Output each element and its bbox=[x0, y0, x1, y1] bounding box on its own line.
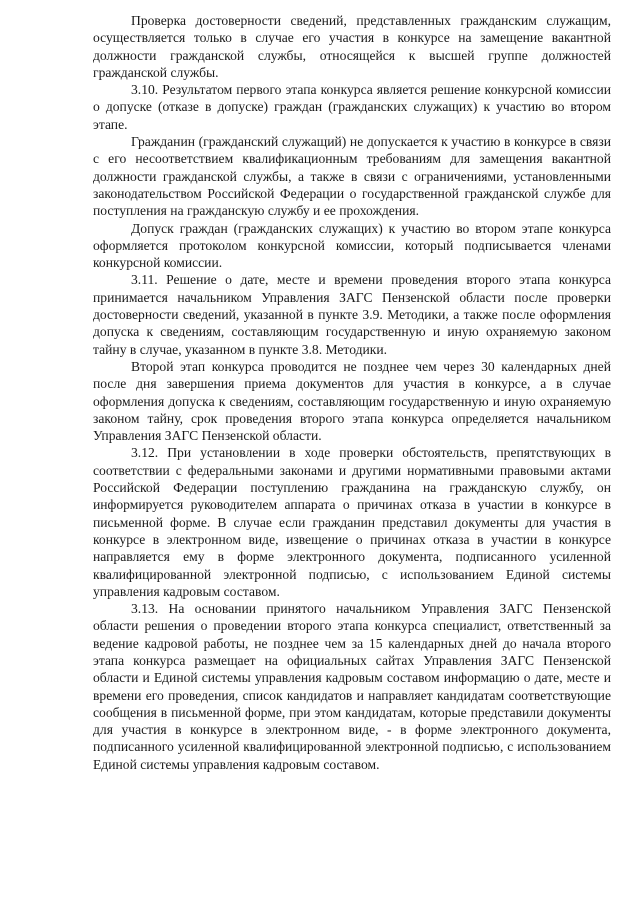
paragraph-3-12: 3.12. При установлении в ходе проверки обстоятельств, препятствующих в соответствии с федеральными законами и другими нормативными правовыми актами Российской Федерации поступлению гражданина на гражданскую службу, он информируется руководителем аппарата о причинах отказа в участии в конкурсе в письменной форме. В случае если гражданин представил документы для участия в конкурсе в электронном виде, извещение о причинах отказа в участии в конкурсе направляется ему в форме электронного документа, подписанного усиленной квалифицированной электронной подписью, с использованием Единой системы управления кадровым составом. bbox=[93, 445, 611, 599]
paragraph-second-stage-timing: Второй этап конкурса проводится не позднее чем через 30 календарных дней после дня завершения приема документов для участия в конкурсе, а в случае оформления допуска к сведениям, составляющим государственную и иную охраняемую законом тайну, срок проведения второго этапа конкурса определяется начальником Управления ЗАГС Пензенской области. bbox=[93, 358, 611, 444]
paragraph-3-10: 3.10. Результатом первого этапа конкурса является решение конкурсной комиссии о допуске (отказе в допуске) граждан (гражданских служащих) к участию во втором этапе. bbox=[93, 82, 611, 132]
paragraph-admission-protocol: Допуск граждан (гражданских служащих) к участию во втором этапе конкурса оформляется протоколом конкурсной комиссии, который подписывается членами конкурсной комиссии. bbox=[93, 220, 611, 271]
paragraph-3-11: 3.11. Решение о дате, месте и времени проведения второго этапа конкурса принимается начальником Управления ЗАГС Пензенской области после проверки достоверности сведений, указанной в пункте 3.9. Методики, а также после оформления допуска к сведениям, составляющим государственную и иную охраняемую законом тайну в случае, указанном в пункте 3.8. Методики. bbox=[93, 272, 611, 357]
paragraph-not-admitted: Гражданин (гражданский служащий) не допускается к участию в конкурсе в связи с его несоответствием квалификационным требованиям для замещения вакантной должности гражданской службы, а также в связи с ограничениями, установленными законодательством Российской Федерации о государственной гражданской службе для поступления на гражданскую службу и ее прохождения. bbox=[93, 134, 611, 219]
document-page bbox=[93, 12, 611, 773]
paragraph-verification: Проверка достоверности сведений, представленных гражданским служащим, осуществляется только в случае его участия в конкурсе на замещение вакантной должности гражданской службы, относящейся к высшей группе должностей гражданской службы. bbox=[93, 13, 611, 80]
paragraph-3-13: 3.13. На основании принятого начальником Управления ЗАГС Пензенской области решения о проведении второго этапа конкурса специалист, ответственный за ведение кадровой работы, не позднее чем за 15 календарных дней до начала второго этапа конкурса размещает на официальных сайтах Управления ЗАГС Пензенской области и Единой системы управления кадровым составом информацию о дате, месте и времени его проведения, список кандидатов и направляет кандидатам соответствующие сообщения в письменной форме, при этом кандидатам, которые представили документы для участия в конкурсе в электронном виде, - в форме электронного документа, подписанного усиленной квалифицированной электронной подписью, с использованием Единой системы управления кадровым составом. bbox=[93, 601, 611, 772]
